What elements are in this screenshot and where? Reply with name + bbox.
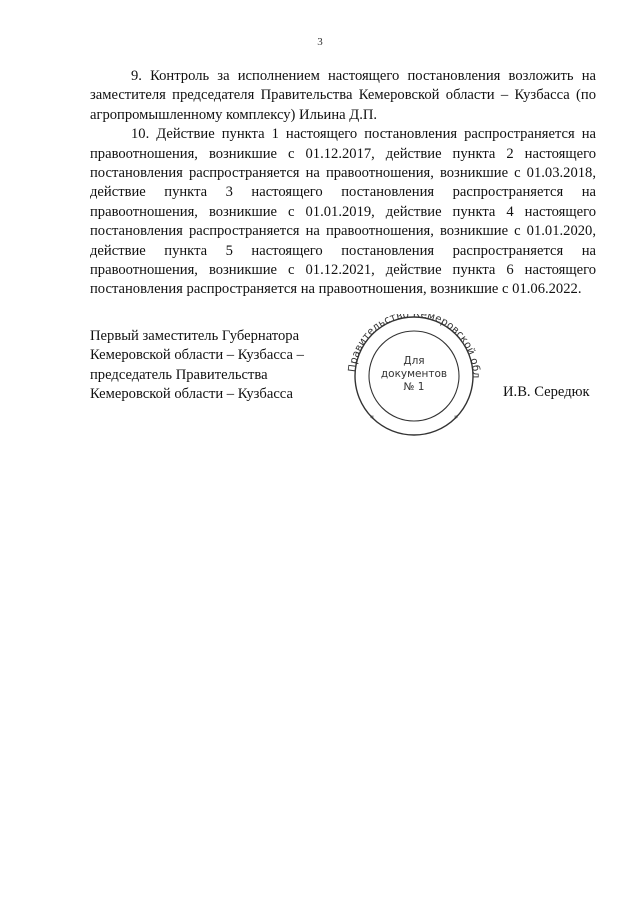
signer-position-line: Первый заместитель Губернатора (90, 328, 300, 344)
seal-star: * (454, 414, 458, 423)
seal-ring-text: Правительство Кемеровской обл (347, 314, 482, 379)
paragraph-9: 9. Контроль за исполнением настоящего постановления возложить на заместителя председателя Правительства Кемеровской области – Кузбасса (по агропромышленному комплексу) Ильина Д.П. (90, 68, 596, 123)
seal-center-line: Для (403, 355, 425, 367)
seal-star: * (370, 414, 374, 423)
page-number: 3 (317, 36, 323, 48)
signer-position-line: председатель Правительства (90, 366, 268, 383)
seal-svg (342, 314, 486, 438)
signer-position-line: Кемеровской области – Кузбасса (90, 386, 293, 403)
document-body (90, 67, 596, 300)
signer-position (90, 327, 304, 405)
seal-center-line: № 1 (403, 381, 425, 393)
official-seal (342, 314, 486, 438)
seal-center-line: документов (380, 368, 448, 380)
signer-position-line: Кемеровской области – Кузбасса – (90, 347, 304, 364)
paragraph-10: 10. Действие пункта 1 настоящего постановления распространяется на правоотношения, возникшие с 01.12.2017, действие пункта 2 настоящего постановления распространяется на правоотношения, возникшие с 01.03.2018, действие пункта 3 настоящего постановления распространяется на правоотношения, возникшие с 01.01.2019, действие пункта 4 настоящего постановления распространяется на правоотношения, возникшие с 01.01.2020, действие пункта 5 настоящего постановления распространяется на правоотношения, возникшие с 01.12.2021, действие пункта 6 настоящего постановления распространяется на правоотношения, возникшие с 01.06.2022. (90, 126, 596, 298)
signer-name: И.В. Середюк (503, 384, 590, 400)
